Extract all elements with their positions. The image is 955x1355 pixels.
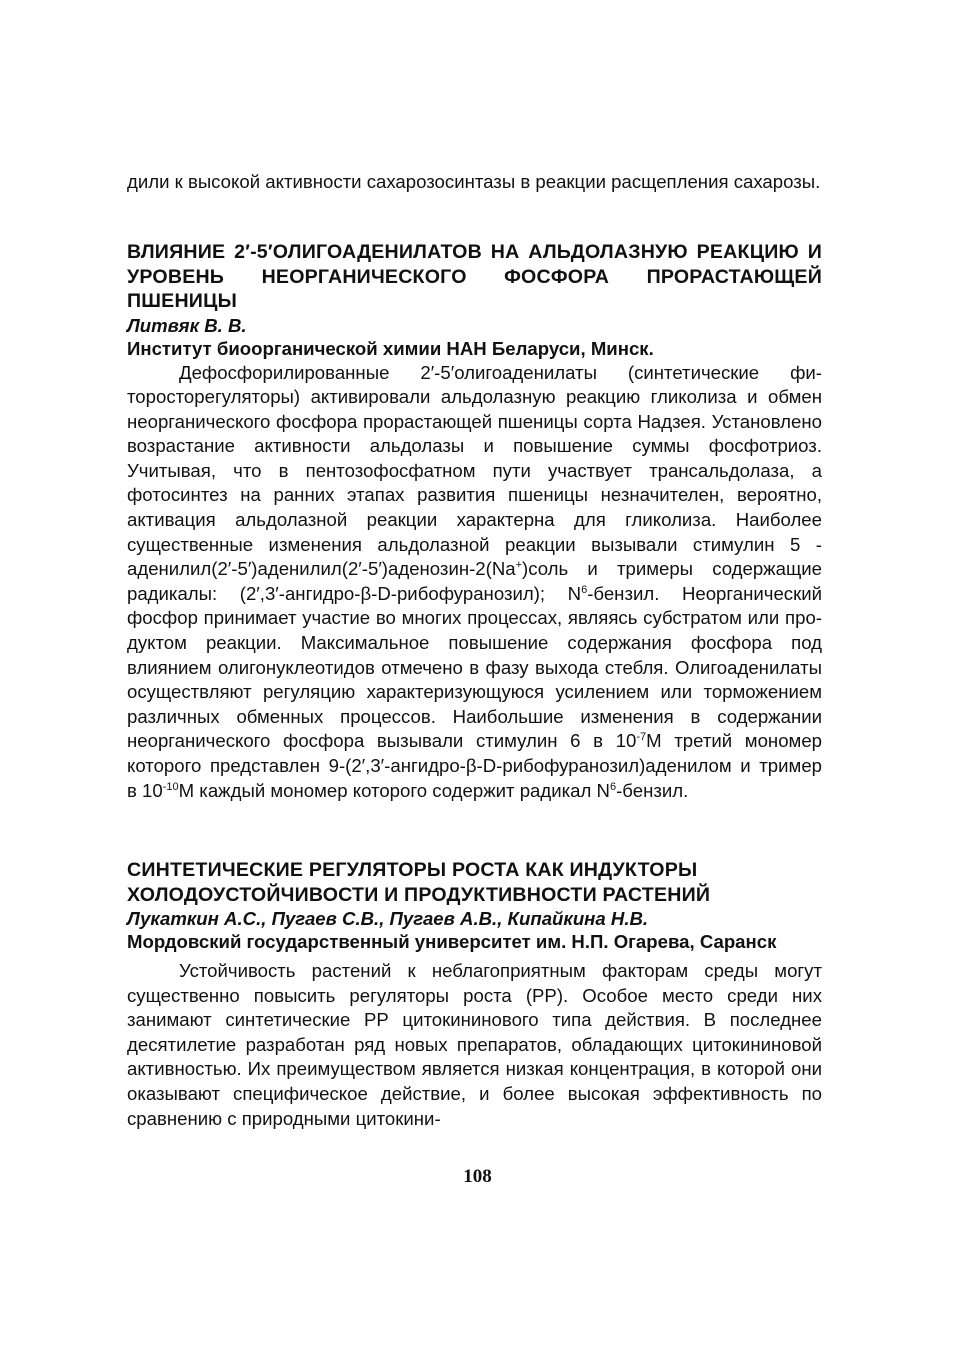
article-2-affiliation: Мордовский государственный университет им. Н.П. Огарева, Саранск <box>127 931 777 952</box>
article-2-authors: Лукаткин А.С., Пугаев С.В., Пугаев А.В., Кипайкина Н.В. <box>127 908 649 929</box>
body-text-segment: Дефосфорилированные 2′-5′олигоаденилаты (синтетические фиторосторегуляторы) активировали альдолазную реакцию гликолиза и обмен неорганического фосфора прорастающей пшеницы сорта Надзея. Установлено возрастание активности альдолазы и повышение суммы фосфотриоз. Учитывая, что в пентозофосфатном пути участвует трансальдолаза, а фотосинтез на ранних этапах развития пшеницы незначителен, вероятно, активация альдолазной реакции характерна для гликолиза. Наиболее существенные изменения альдолазной реакции вызывали стимулин 5 - аденилил(2′-5′)аденилил(2′-5′)аденозин-2(Na <box>127 361 822 580</box>
article-2-body: Устойчивость растений к неблагоприятным факторам среды могут существенно повысить регуляторы роста (РР). Особое место среди них занимают синтетические РР цитокининового типа действия. В последнее десятилетие разработан ряд новых препаратов, обладающих цитокининовой активностью. Их преимуществом является низкая концентрация, в которой они оказывают специфическое действие, и более высокая эффективность по сравнению с природными цитокини- <box>127 960 822 1129</box>
article-1-body <box>127 361 822 804</box>
superscript: 6 <box>581 583 588 596</box>
superscript: -10 <box>162 780 179 793</box>
body-text-segment: )соль и тримеры содержащие радикалы: (2′,3′-ангидро-β-D-рибофуранозил); N <box>127 558 822 604</box>
body-text-segment: -бензил. <box>616 779 689 801</box>
article-1-affiliation: Институт биоорганической химии НАН Беларуси, Минск. <box>127 337 654 359</box>
superscript: -7 <box>636 731 647 744</box>
body-text-segment: -бензил. Неорганический фосфор принимает участие во многих процессах, являясь субстратом или продуктом реакции. Максимальное повышение содержания фосфора под влиянием олигонуклеотидов отмечено в фазу выхода стебля. Олигоаденилаты осуществляют регуляцию характеризующуюся усилением или торможением различных обменных процессов. Наибольшие изменения в содержании неорганического фосфора вызывали стимулин 6 в 10 <box>127 582 823 752</box>
article-2 <box>127 858 822 1131</box>
article-2-title: СИНТЕТИЧЕСКИЕ РЕГУЛЯТОРЫ РОСТА КАК ИНДУКТОРЫ ХОЛОДОУСТОЙЧИВОСТИ И ПРОДУКТИВНОСТИ РАСТЕНИЙ <box>127 859 711 906</box>
intro-paragraph: дили к высокой активности сахарозосинтазы в реакции расщепления сахарозы. <box>127 171 821 192</box>
page-number: 108 <box>463 1166 492 1187</box>
article-1 <box>127 240 822 803</box>
superscript: 6 <box>609 780 617 793</box>
intro-paragraph-block <box>127 170 822 195</box>
article-1-authors: Литвяк В. В. <box>127 314 247 336</box>
body-text-segment: М третий мономер которого представлен 9-(2′,3′-ангидро-β-D-рибофуранозил)аденилом и тример в 10 <box>127 730 823 801</box>
body-text-segment: М каждый мономер которого содержит радикал N <box>178 779 610 801</box>
article-1-title: ВЛИЯНИЕ 2′-5′ОЛИГОАДЕНИЛАТОВ НА АЛЬДОЛАЗНУЮ РЕАКЦИЮ И УРОВЕНЬ НЕОРГАНИЧЕСКОГО ФОСФОРА ПРОРАСТАЮЩЕЙ ПШЕНИЦЫ <box>127 241 822 312</box>
superscript: + <box>515 559 523 572</box>
